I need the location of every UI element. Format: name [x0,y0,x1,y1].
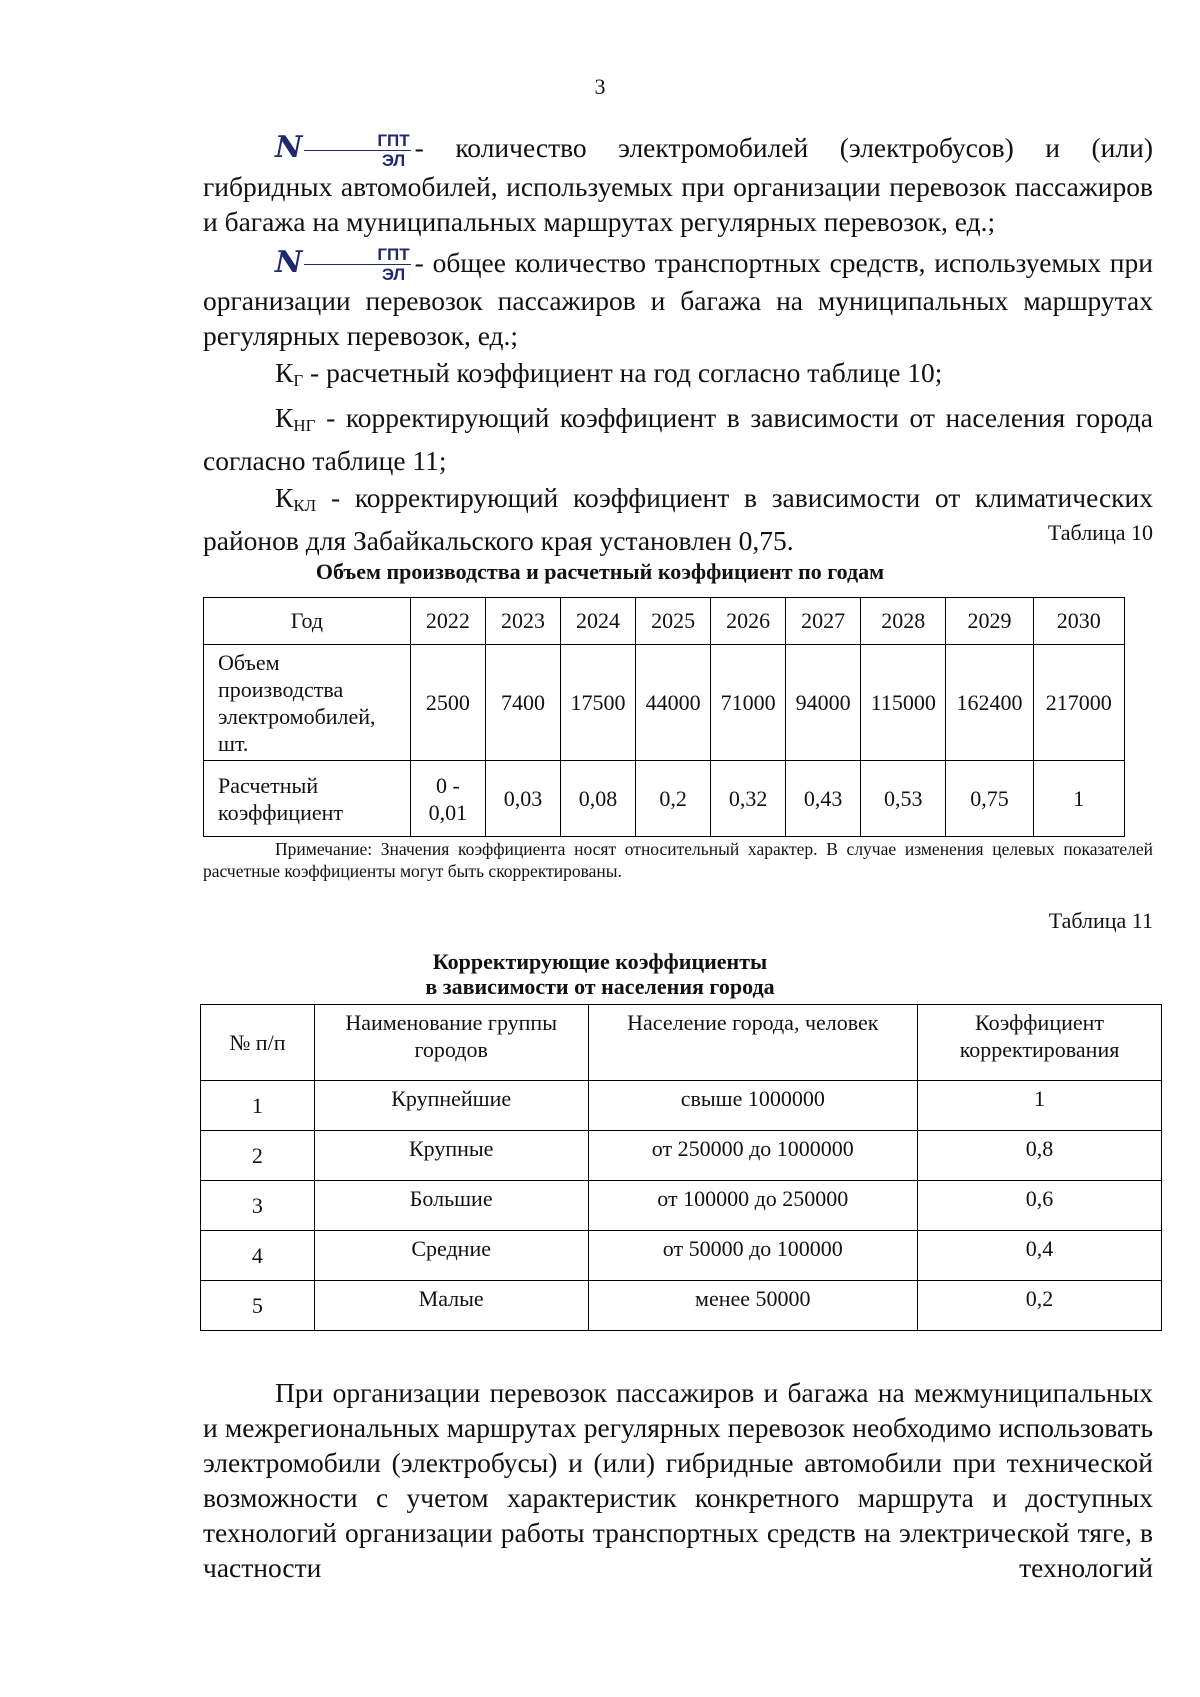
table11-title-line2: в зависимости от населения города [425,974,775,999]
table10 [203,597,1125,837]
table10-cell: 44000 [636,645,711,761]
table11-caption: Таблица 11 [1048,908,1153,933]
table11-cell-coefficient: 0,4 [918,1231,1162,1281]
table11-title-line1: Корректирующие коэффициенты [432,949,768,974]
formula-symbol: N [275,244,303,280]
definition-kng [203,400,1153,478]
table11-cell-coefficient: 0,6 [918,1181,1162,1231]
coef-symbol: $К_Г$ [275,357,304,391]
table10-year: 2030 [1033,598,1124,645]
table10-cell: 115000 [861,645,946,761]
table11-cell-num: 1 [201,1081,315,1131]
table10-cell: 17500 [561,645,636,761]
formula-fraction: $\frac{\text{ГПТ}}{ЭЛ}$ [304,133,410,169]
table11-cell-population: от 100000 до 250000 [588,1181,917,1231]
table11-cell-group: Малые [314,1281,588,1331]
table10-note: Примечание: Значения коэффициента носят относительный характер. В случае изменения целевых показателей расчетные коэффициенты могут быть скорректированы. [203,839,1153,881]
closing-paragraph: При организации перевозок пассажиров и багажа на межмуниципальных и межрегиональных маршрутах регулярных перевозок необходимо использовать электромобили (электробусы) и (или) гибридные автомобили при технической возможности с учетом характеристик конкретного маршрута и доступных технологий организации работы транспортных средств на электрической тяге, в частности технологий [203,1377,1153,1583]
table11-cell-population: менее 50000 [588,1281,917,1331]
table11-cell-population: от 250000 до 1000000 [588,1131,917,1181]
table10-cell: 0,08 [561,761,636,837]
table10-year: 2026 [711,598,786,645]
definition-n-total [203,245,1153,354]
table11-cell-num: 4 [201,1231,315,1281]
definition-text: - общее количество транспортных средств, используемых при организации перевозок пассажиров и багажа на муниципальных маршрутах регулярных перевозок, ед.; [203,246,1153,352]
table10-year: 2022 [410,598,485,645]
table10-header-label: Год [204,598,411,645]
table11-cell-num: 3 [201,1181,315,1231]
table10-cell: 7400 [485,645,560,761]
formula-symbol: N [275,130,303,165]
table10-year: 2027 [786,598,861,645]
table10-cell: 0,03 [485,761,560,837]
definition-text: - расчетный коэффициент на год согласно таблице 10; [310,357,943,389]
table10-cell: 0,75 [946,761,1033,837]
table10-row-label: Расчетный коэффициент [204,761,411,837]
table10-cell: 2500 [410,645,485,761]
table11-cell-group: Средние [314,1231,588,1281]
definition-n-ev [203,130,1153,239]
table11-cell-population: свыше 1000000 [588,1081,917,1131]
table10-row-label: Объем производства электромобилей, шт. [204,645,411,761]
definition-text: - количество электромобилей (электробусов) и (или) гибридных автомобилей, используемых при организации перевозок пассажиров и багажа на муниципальных маршрутах регулярных перевозок, ед.; [203,132,1153,237]
table10-cell: 217000 [1033,645,1124,761]
table11-cell-num: 5 [201,1281,315,1331]
definition-text: - корректирующий коэффициент в зависимости от климатических районов для Забайкальского края установлен 0,75. [203,482,1154,557]
formula-fraction: $\frac{\text{ГПТ}}{ЭЛ}$ [304,247,410,283]
table11-cell-group: Крупнейшие [314,1081,588,1131]
table10-year: 2024 [561,598,636,645]
table11-cell-num: 2 [201,1131,315,1181]
table10-cell: 0 - 0,01 [410,761,485,837]
table10-header-row [204,598,1125,645]
table11 [200,1004,1162,1331]
table10-cell: 71000 [711,645,786,761]
table10-cell: 0,2 [636,761,711,837]
table11-cell-group: Большие [314,1181,588,1231]
page-number: 3 [594,74,606,99]
closing-block [203,1375,1153,1585]
table11-cell-group: Крупные [314,1131,588,1181]
table-row [201,1231,1162,1281]
definition-kkl [203,480,1153,558]
definition-text: - корректирующий коэффициент в зависимости от населения города согласно таблице 11; [203,402,1154,477]
table10-year: 2029 [946,598,1033,645]
definition-kg [203,355,1153,398]
table11-header: Коэффициент корректирования [918,1005,1162,1081]
definitions-block [203,130,1153,558]
table10-caption: Таблица 10 [1047,520,1153,545]
table10-row-coefficient [204,761,1125,837]
table11-cell-coefficient: 0,2 [918,1281,1162,1331]
table11-header: Наименование группы городов [314,1005,588,1081]
table10-row-volume [204,645,1125,761]
coef-symbol: $К_{КЛ}$ [275,482,317,516]
table10-year: 2028 [861,598,946,645]
table11-cell-coefficient: 1 [918,1081,1162,1131]
table-row [201,1181,1162,1231]
table10-cell: 0,32 [711,761,786,837]
coef-symbol: $К_{НГ}$ [275,402,316,436]
table10-cell: 0,53 [861,761,946,837]
table10-cell: 162400 [946,645,1033,761]
table10-cell: 1 [1033,761,1124,837]
table11-cell-population: от 50000 до 100000 [588,1231,917,1281]
table10-year: 2025 [636,598,711,645]
table-row [201,1281,1162,1331]
table11-header-row [201,1005,1162,1081]
table11-cell-coefficient: 0,8 [918,1131,1162,1181]
table10-title: Объем производства и расчетный коэффициент по годам [315,559,885,584]
table10-cell: 0,43 [786,761,861,837]
table-row [201,1081,1162,1131]
table11-header: № п/п [201,1005,315,1081]
table10-cell: 94000 [786,645,861,761]
table-row [201,1131,1162,1181]
table11-header: Население города, человек [588,1005,917,1081]
table10-year: 2023 [485,598,560,645]
